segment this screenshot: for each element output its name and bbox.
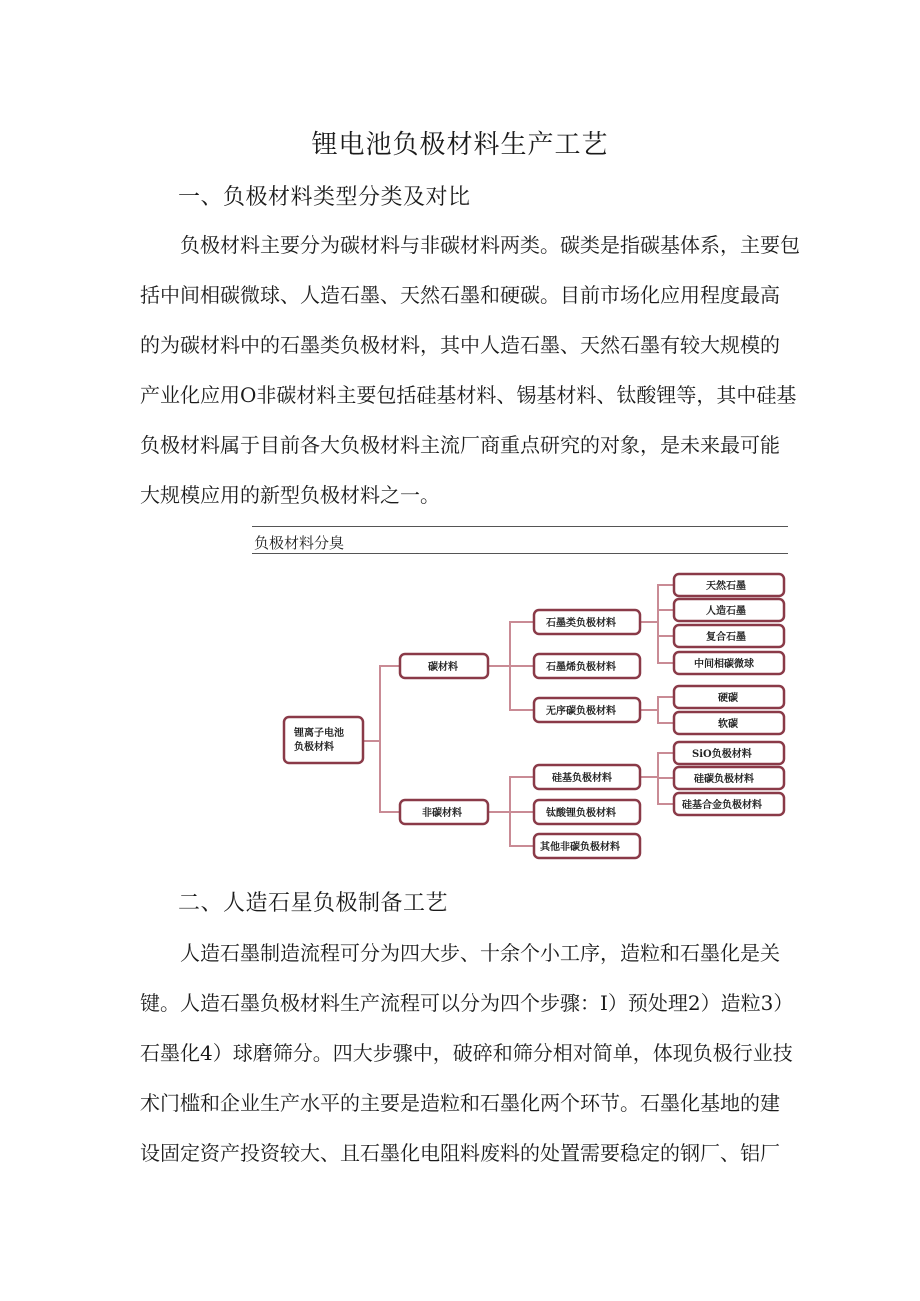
node-root-label: 锂离子电池负极材料 (294, 728, 344, 753)
node-carbon-label: 碳材料 (428, 662, 458, 673)
edge-silicon-alloy (658, 777, 674, 804)
document-title: 锂电池负极材料生产工艺 (311, 130, 609, 160)
node-mcmb-label: 中间相碳微球 (694, 659, 754, 670)
paragraph-line: 的为碳材料中的石墨类负极材料，其中人造石墨、天然石墨有较大规模的 (140, 333, 780, 357)
node-silicon-label: 硅基负极材料 (552, 773, 612, 784)
paragraph-line: 负极材料主要分为碳材料与非碳材料两类。碳类是指碳基体系，主要包 (180, 233, 800, 257)
paragraph-line: 大规模应用的新型负极材料之一。 (140, 483, 440, 507)
edge-silicon-sio (640, 753, 674, 777)
edge-graphite-artificial (658, 610, 674, 622)
section-1-paragraph (140, 220, 800, 520)
paragraph-line: 设固定资产投资较大、且石墨化电阻料废料的处置需要稳定的钢厂、铝厂 (140, 1141, 780, 1165)
node-graphene (534, 654, 640, 678)
node-artificial-graphite-label: 人造石墨 (706, 606, 746, 617)
edge-graphite-mcmb (658, 622, 674, 663)
paragraph-line: 负极材料属于目前各大负极材料主流厂商重点研究的对象，是未来最可能 (140, 433, 780, 457)
node-artificial-graphite (674, 599, 784, 621)
node-graphite (534, 610, 640, 634)
section-2-paragraph (140, 928, 794, 1178)
node-hard-carbon (674, 686, 784, 708)
node-hard-carbon-label: 硬碳 (718, 693, 738, 704)
paragraph-line: 键。人造石墨负极材料生产流程可以分为四个步骤：I）预处理2）造粒3） (140, 991, 794, 1015)
node-mcmb (674, 652, 784, 674)
node-soft-carbon (674, 712, 784, 734)
node-lto-label: 钛酸锂负极材料 (546, 808, 616, 819)
edge-root-carbon (363, 666, 400, 741)
figure-caption-rule (252, 553, 788, 554)
paragraph-line: 石墨化4）球磨筛分。四大步骤中，破碎和筛分相对简单，体现负极行业技 (140, 1041, 793, 1065)
node-lto (534, 800, 640, 824)
node-natural-graphite-label: 天然石墨 (706, 581, 746, 592)
node-sio (674, 742, 784, 764)
node-silicon-alloy (674, 793, 784, 815)
node-carbon (400, 654, 488, 678)
node-other-label: 其他非碳负极材料 (540, 842, 620, 853)
paragraph-line: 人造石墨制造流程可分为四大步、十余个小工序，造粒和石墨化是关 (180, 941, 780, 965)
node-graphene-label: 石墨烯负极材料 (546, 662, 616, 673)
node-composite-graphite (674, 625, 784, 647)
edge-carbon-disordered (510, 666, 534, 710)
edge-noncarbon-other (510, 812, 534, 846)
paragraph-line: 产业化应用O非碳材料主要包括硅基材料、锡基材料、钛酸锂等，其中硅基 (140, 383, 797, 407)
node-other (534, 834, 640, 858)
figure-caption: 负极材料分臭 (254, 534, 345, 552)
node-natural-graphite (674, 574, 784, 596)
node-silicon-alloy-label: 硅基合金负极材料 (682, 800, 762, 811)
edge-disordered-hard (640, 697, 674, 710)
node-sio-label: SiO负极材料 (692, 749, 752, 760)
node-composite-graphite-label: 复合石墨 (706, 632, 746, 643)
edge-disordered-soft (658, 710, 674, 723)
node-graphite-label: 石墨类负极材料 (546, 618, 616, 629)
edge-noncarbon-silicon (488, 777, 534, 812)
node-silicon-carbon-label: 硅碳负极材料 (694, 774, 754, 785)
node-silicon (534, 765, 640, 789)
node-noncarbon (400, 800, 488, 824)
edge-graphite-composite (658, 622, 674, 636)
node-root (284, 717, 363, 763)
edge-carbon-graphite (488, 622, 534, 666)
section-1-heading: 一、负极材料类型分类及对比 (178, 185, 471, 210)
paragraph-line: 术门槛和企业生产水平的主要是造粒和石墨化两个环节。石墨化基地的建 (140, 1091, 780, 1115)
edge-silicon-sic (658, 777, 674, 778)
edge-root-noncarbon (380, 741, 400, 812)
node-noncarbon-label: 非碳材料 (422, 808, 462, 819)
section-2-heading: 二、人造石星负极制备工艺 (178, 891, 449, 916)
node-silicon-carbon (674, 767, 784, 789)
figure-top-rule (252, 526, 788, 527)
node-soft-carbon-label: 软碳 (718, 719, 738, 730)
node-disordered (534, 698, 640, 722)
classification-tree-diagram (280, 566, 790, 866)
paragraph-line: 括中间相碳微球、人造石墨、天然石墨和硬碳。目前市场化应用程度最高 (140, 283, 780, 307)
node-disordered-label: 无序碳负极材料 (546, 706, 616, 717)
